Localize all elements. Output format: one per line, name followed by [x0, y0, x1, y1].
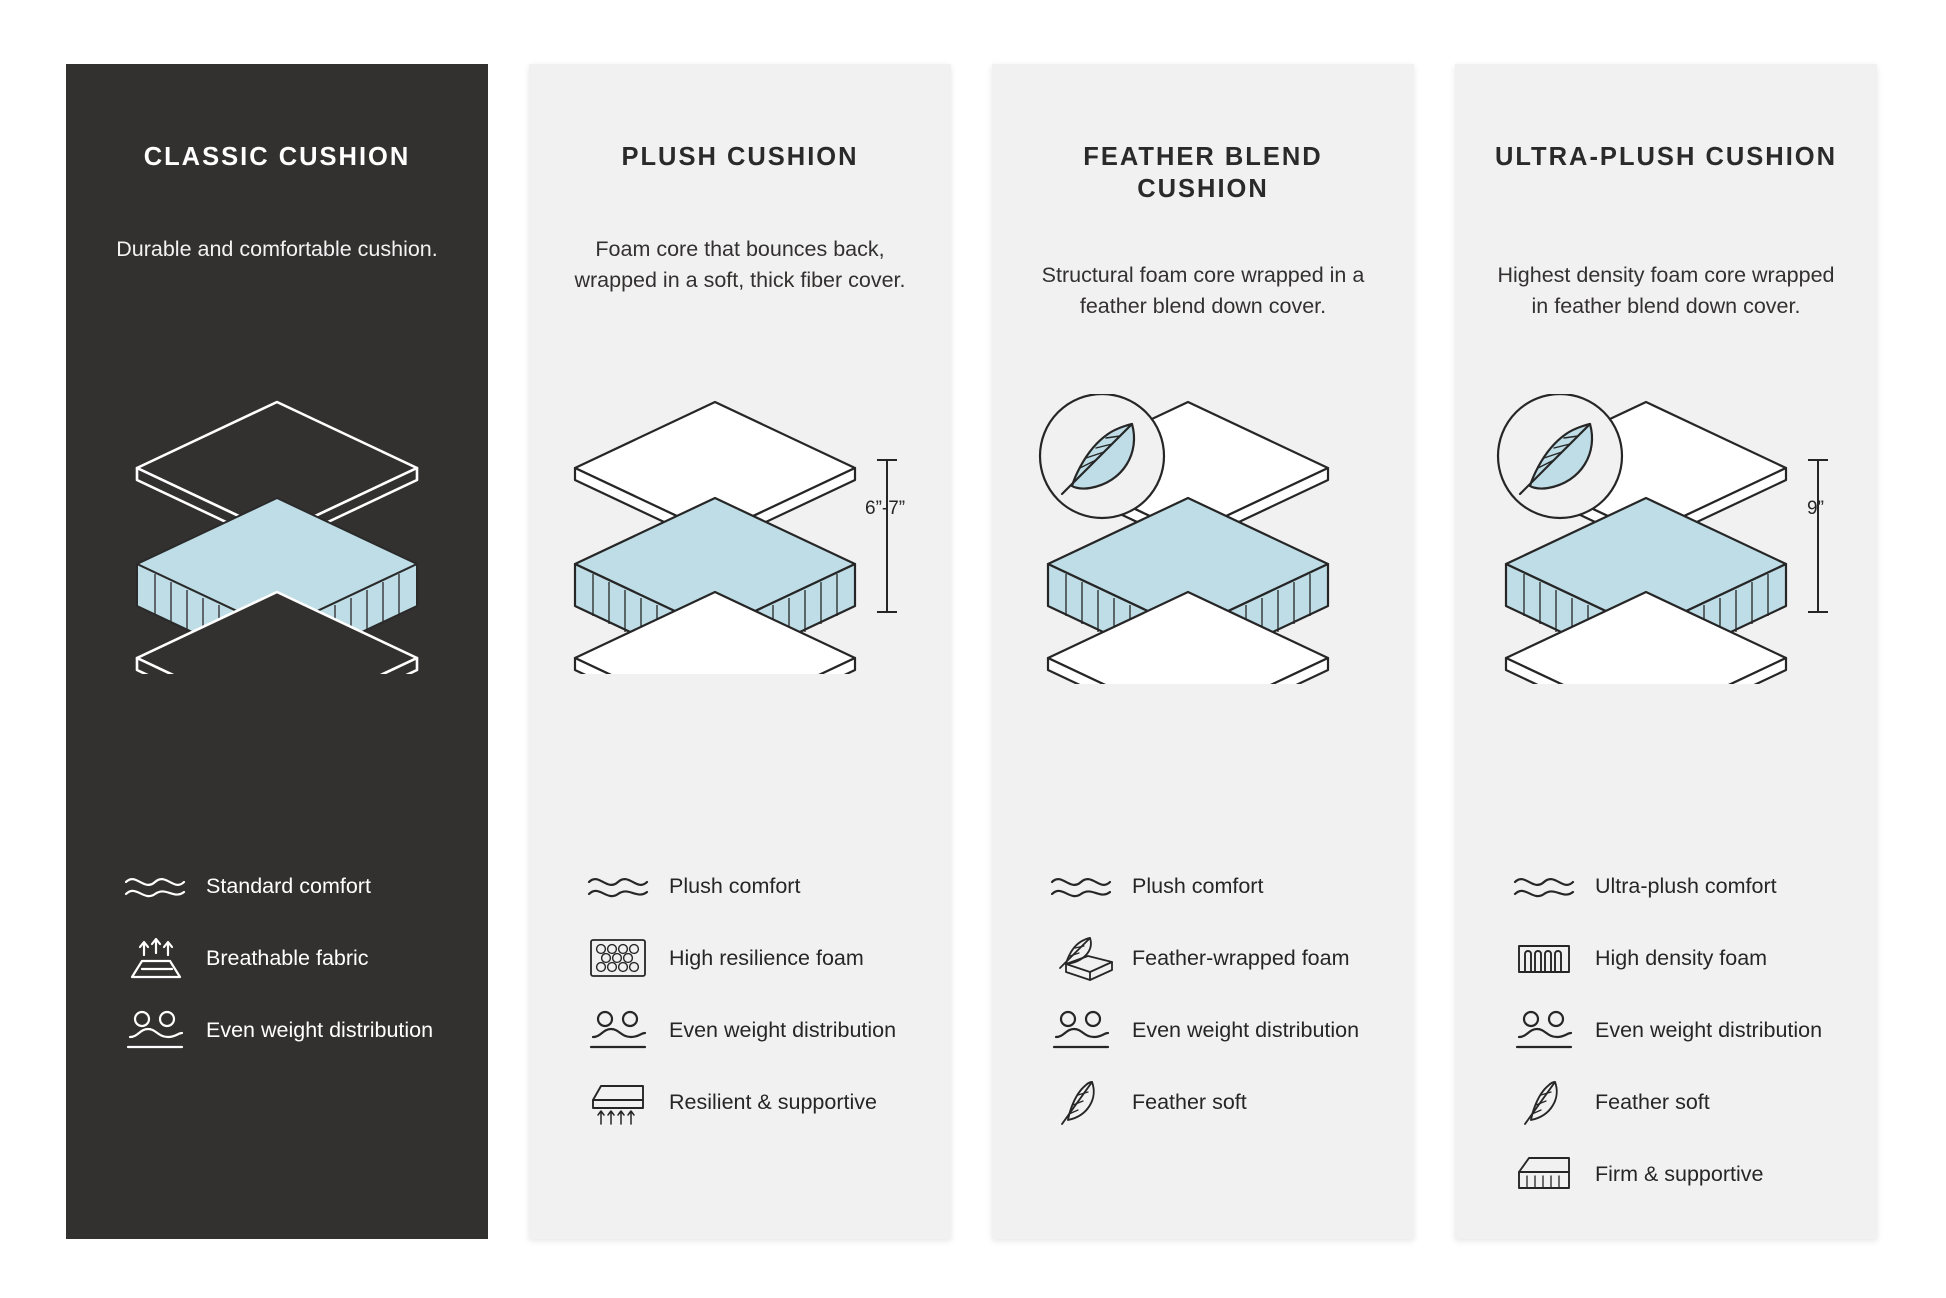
feature-label: High resilience foam [669, 945, 864, 970]
feature-label: Plush comfort [1132, 873, 1264, 898]
feature-label: Plush comfort [669, 873, 801, 898]
feature-item [585, 1075, 921, 1129]
feature-item [585, 931, 921, 985]
even-weight-distribution-icon [585, 1003, 659, 1057]
feather-wrapped-foam-icon [1048, 931, 1122, 985]
feature-label: Standard comfort [206, 873, 371, 898]
card-description: Structural foam core wrapped in a feather blend down cover. [1041, 263, 1365, 318]
even-weight-distribution-icon [1048, 1003, 1122, 1057]
card-description: Foam core that bounces back, wrapped in a soft, thick fiber cover. [574, 237, 906, 292]
breathable-fabric-icon [122, 931, 196, 985]
cushion-card-plush [529, 64, 951, 1239]
feature-item [1048, 931, 1384, 985]
card-title: FEATHER BLEND CUSHION [1083, 143, 1323, 203]
card-description: Durable and comfortable cushion. [116, 237, 438, 261]
cushion-card-row [66, 64, 1877, 1239]
feature-list [585, 859, 921, 1147]
feature-list [1511, 859, 1847, 1219]
resilient-support-icon [585, 1075, 659, 1129]
feature-list [122, 859, 458, 1075]
cushion-card-feather-blend [992, 64, 1414, 1239]
card-title: ULTRA-PLUSH CUSHION [1494, 143, 1838, 171]
high-density-foam-icon [1511, 931, 1585, 985]
feature-item [1511, 1003, 1847, 1057]
even-weight-distribution-icon [122, 1003, 196, 1057]
feature-item [1048, 1075, 1384, 1129]
wave-comfort-icon [122, 859, 196, 913]
dimension-label: 6”-7” [865, 498, 906, 519]
feature-list [1048, 859, 1384, 1147]
feather-icon [1048, 1075, 1122, 1129]
feature-item [1511, 931, 1847, 985]
feature-label: Even weight distribution [1595, 1017, 1823, 1042]
feature-item [122, 1003, 458, 1057]
feature-item [585, 859, 921, 913]
feature-item [122, 931, 458, 985]
layer-diagram-ultra-plush [1455, 394, 1877, 674]
honeycomb-foam-icon [585, 931, 659, 985]
firm-support-icon [1511, 1147, 1585, 1201]
layer-diagram-classic [66, 394, 488, 674]
layer-diagram-feather-blend [992, 394, 1414, 674]
wave-comfort-icon [1511, 859, 1585, 913]
feature-label: Feather soft [1595, 1089, 1710, 1114]
dimension-label: 9” [1807, 498, 1824, 519]
even-weight-distribution-icon [1511, 1003, 1585, 1057]
feature-label: Breathable fabric [206, 945, 369, 970]
feature-item [1048, 1003, 1384, 1057]
layer-diagram-plush [529, 394, 951, 674]
cushion-card-classic [66, 64, 488, 1239]
wave-comfort-icon [1048, 859, 1122, 913]
feature-label: Even weight distribution [206, 1017, 434, 1042]
feature-item [1511, 859, 1847, 913]
feature-item [1511, 1075, 1847, 1129]
wave-comfort-icon [585, 859, 659, 913]
feature-label: Ultra-plush comfort [1595, 873, 1777, 898]
feather-badge-art [1040, 394, 1164, 518]
feather-icon [1511, 1075, 1585, 1129]
feature-item [585, 1003, 921, 1057]
cushion-card-ultra-plush [1455, 64, 1877, 1239]
card-title: CLASSIC CUSHION [143, 143, 411, 171]
feature-label: Even weight distribution [669, 1017, 897, 1042]
feature-label: Feather-wrapped foam [1132, 945, 1350, 970]
feature-item [1048, 859, 1384, 913]
feature-label: Firm & supportive [1595, 1161, 1764, 1186]
feature-item [122, 859, 458, 913]
card-title: PLUSH CUSHION [621, 143, 859, 171]
card-description: Highest density foam core wrapped in feather blend down cover. [1497, 263, 1835, 318]
feature-label: High density foam [1595, 945, 1768, 970]
feature-label: Even weight distribution [1132, 1017, 1360, 1042]
feature-item [1511, 1147, 1847, 1201]
feature-label: Resilient & supportive [669, 1089, 877, 1114]
feather-badge-art [1498, 394, 1622, 518]
feature-label: Feather soft [1132, 1089, 1247, 1114]
